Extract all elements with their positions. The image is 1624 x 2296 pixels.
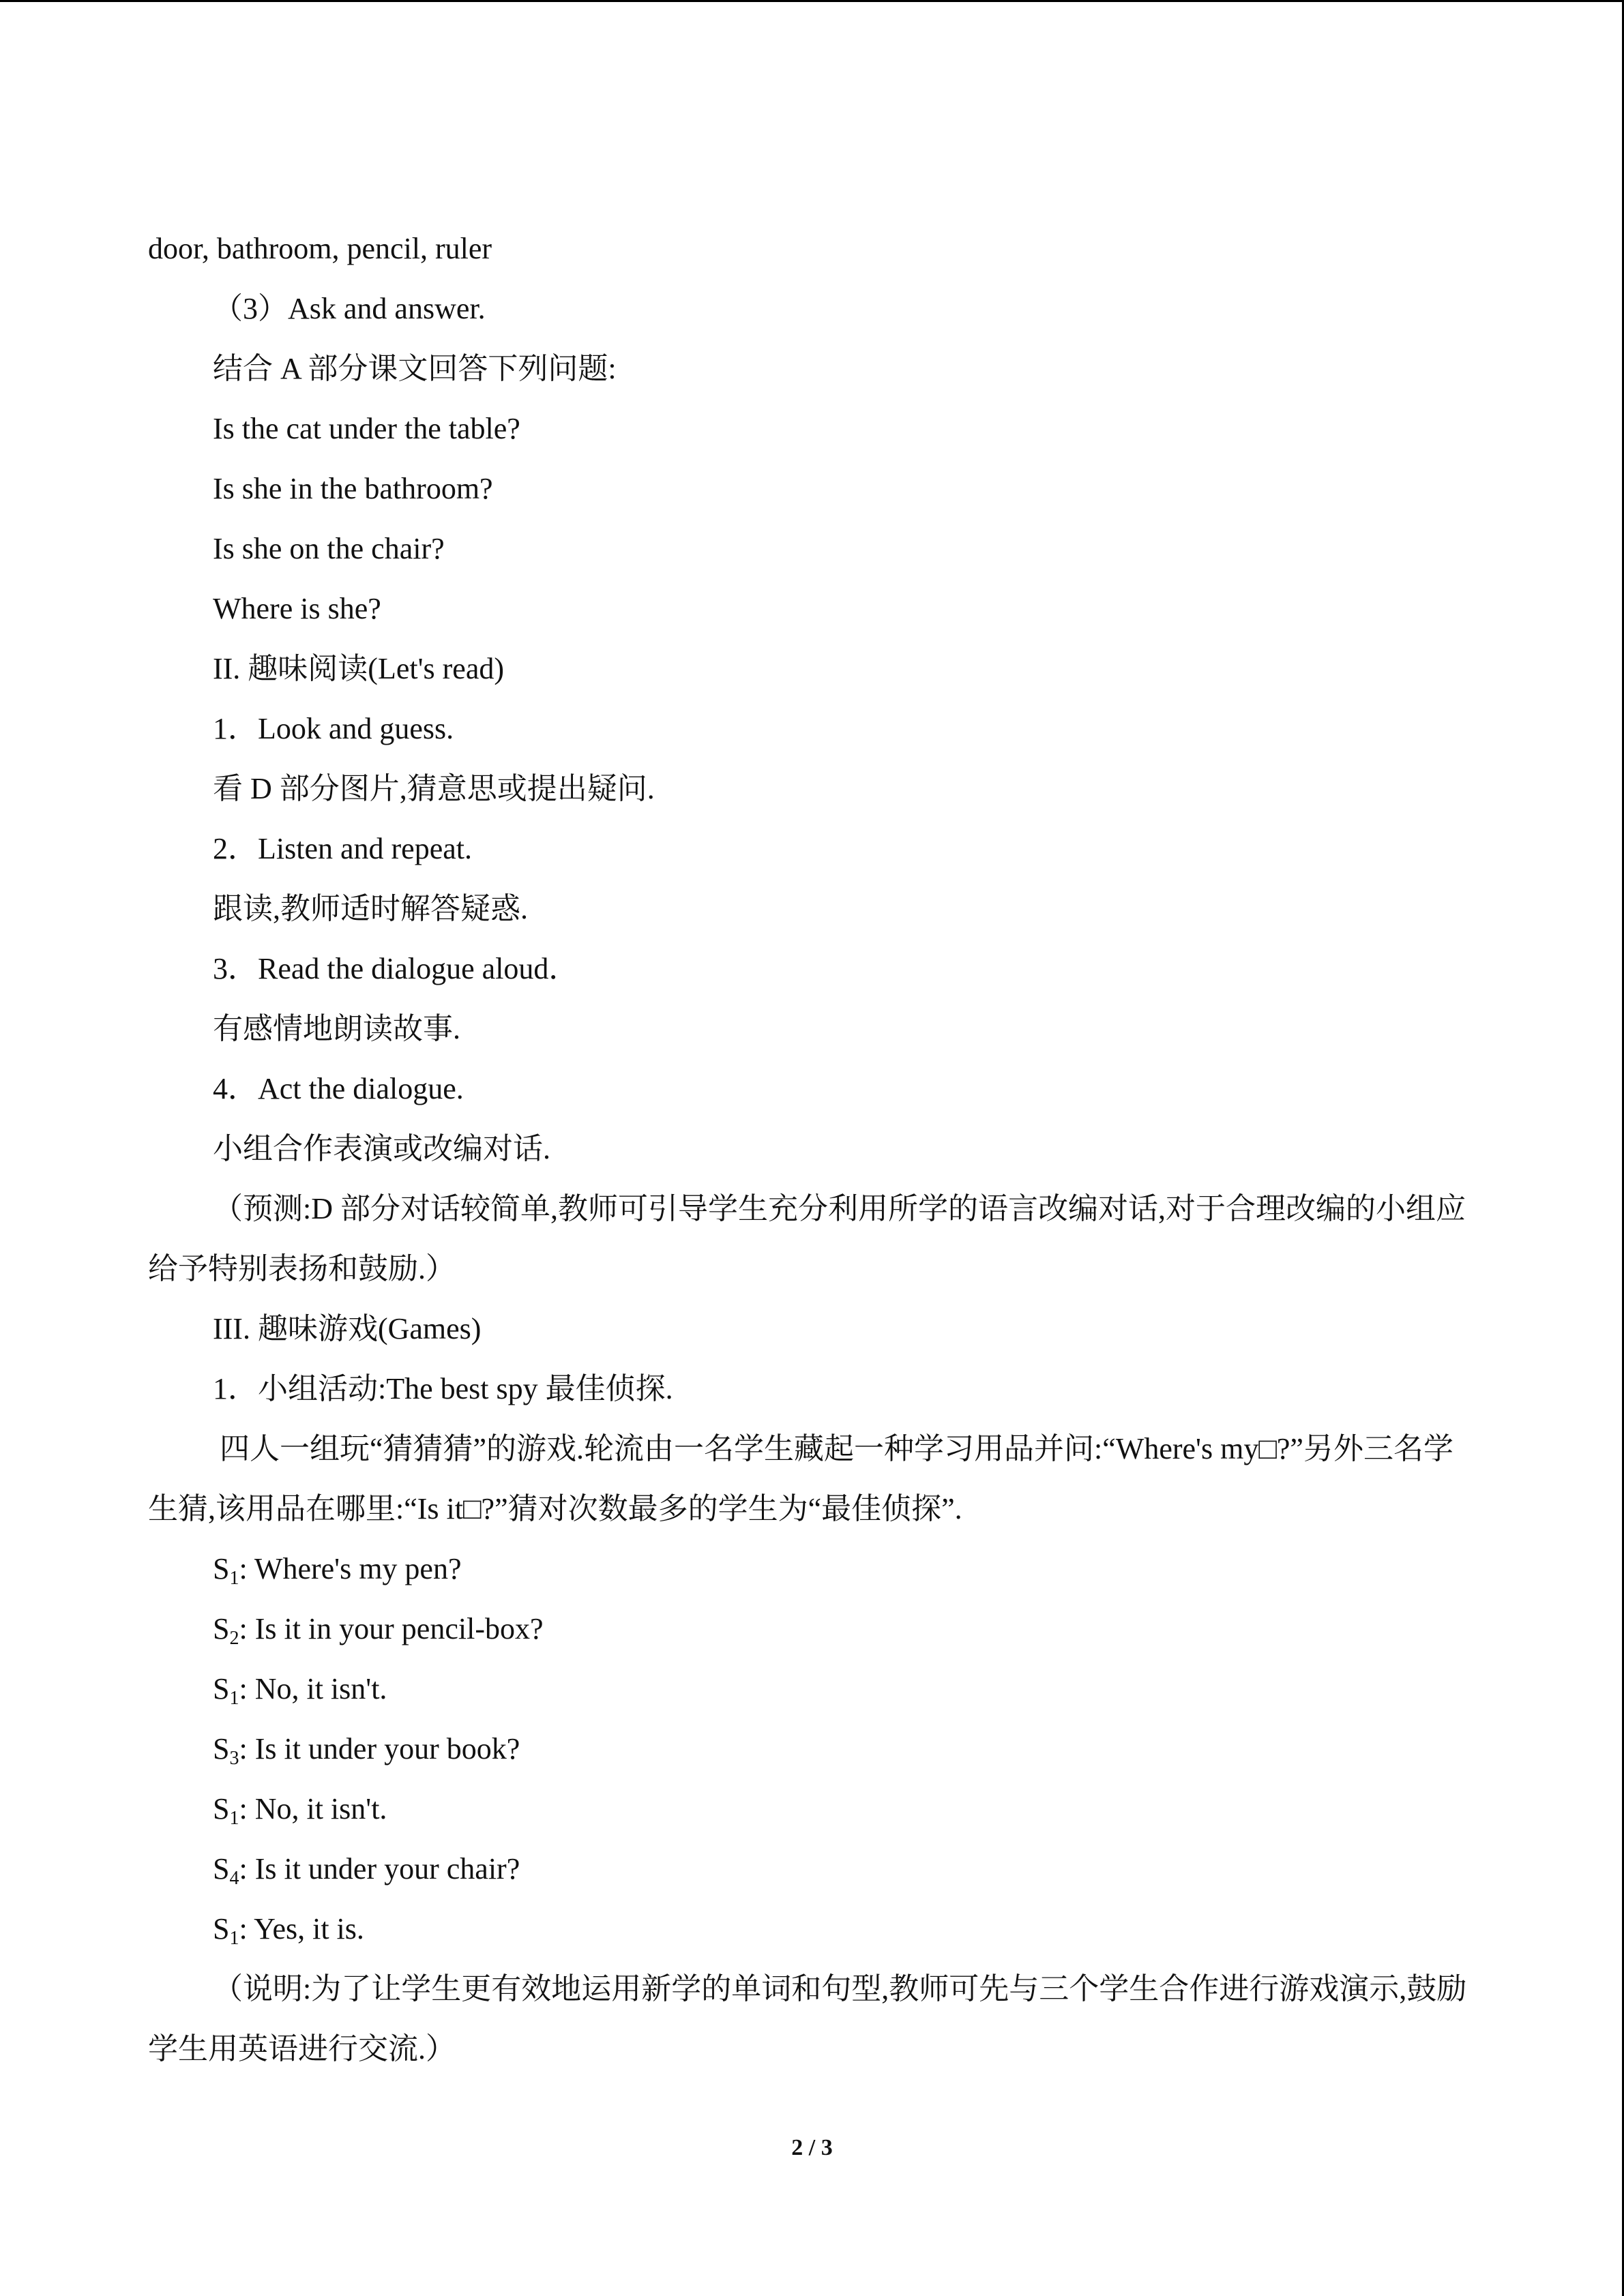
page-number: 2 / 3 — [791, 2135, 833, 2160]
text-line: 1．Look and guess. — [213, 712, 454, 745]
text-line: Is she on the chair? — [213, 532, 445, 565]
speaker: S — [213, 1792, 230, 1825]
dialogue-line — [148, 1839, 1478, 1899]
dialogue-line — [148, 1899, 1478, 1959]
speaker-number: 4 — [229, 1868, 239, 1889]
section-heading: III. 趣味游戏(Games) — [213, 1312, 482, 1345]
text-line: 结合 A 部分课文回答下列问题: — [213, 352, 617, 385]
note-paragraph: （预测:D 部分对话较简单,教师可引导学生充分利用所学的语言改编对话,对于合理改编的小组应给予特别表扬和鼓励.） — [148, 1192, 1466, 1285]
dialogue-line — [148, 1779, 1478, 1839]
dialogue-line — [148, 1599, 1478, 1659]
text-line: door, bathroom, pencil, ruler — [148, 232, 492, 265]
speaker: S — [213, 1852, 230, 1885]
dialogue-text: : Where's my pen? — [239, 1552, 462, 1585]
speaker-number: 1 — [229, 1688, 239, 1709]
text-line: （3）Ask and answer. — [213, 292, 486, 325]
dialogue-line — [148, 1659, 1478, 1719]
speaker: S — [213, 1912, 230, 1945]
speaker-number: 2 — [229, 1628, 239, 1649]
text-line: 4．Act the dialogue. — [213, 1072, 464, 1105]
speaker-number: 1 — [229, 1928, 239, 1949]
text-line: Where is she? — [213, 592, 381, 625]
speaker: S — [213, 1612, 230, 1645]
text-line: 3．Read the dialogue aloud． — [213, 952, 579, 985]
dialogue-text: : No, it isn't. — [239, 1672, 387, 1705]
dialogue-text: : Is it in your pencil-box? — [239, 1612, 544, 1645]
text-line: 小组合作表演或改编对话. — [213, 1132, 550, 1165]
section-heading: II. 趣味阅读(Let's read) — [213, 652, 505, 685]
text-line: Is she in the bathroom? — [213, 472, 493, 505]
text-line: 1．小组活动:The best spy 最佳侦探. — [213, 1372, 673, 1405]
speaker: S — [213, 1552, 230, 1585]
text-line: 看 D 部分图片,猜意思或提出疑问. — [213, 772, 655, 805]
text-line: 有感情地朗读故事. — [213, 1012, 460, 1045]
speaker-number: 1 — [229, 1568, 239, 1589]
speaker-number: 3 — [229, 1748, 239, 1769]
text-line: 2．Listen and repeat. — [213, 832, 472, 865]
text-line: Is the cat under the table? — [213, 412, 520, 445]
dialogue-text: : Yes, it is. — [239, 1912, 364, 1945]
dialogue-line — [148, 1539, 1478, 1599]
speaker-number: 1 — [229, 1808, 239, 1829]
dialogue-text: : Is it under your chair? — [239, 1852, 520, 1885]
dialogue-text: : No, it isn't. — [239, 1792, 387, 1825]
game-description: 四人一组玩“猜猜猜”的游戏.轮流由一名学生藏起一种学习用品并问:“Where's my□?”另外三名学生猜,该用品在哪里:“Is it□?”猜对次数最多的学生为“最佳侦探”. — [148, 1432, 1453, 1525]
text-line: 跟读,教师适时解答疑惑. — [213, 892, 528, 925]
note-paragraph: （说明:为了让学生更有效地运用新学的单词和句型,教师可先与三个学生合作进行游戏演示,鼓励学生用英语进行交流.） — [148, 1972, 1467, 2066]
dialogue-text: : Is it under your book? — [239, 1732, 520, 1765]
speaker: S — [213, 1732, 230, 1765]
speaker: S — [213, 1672, 230, 1705]
dialogue-line — [148, 1719, 1478, 1779]
document-body — [148, 219, 1478, 2079]
